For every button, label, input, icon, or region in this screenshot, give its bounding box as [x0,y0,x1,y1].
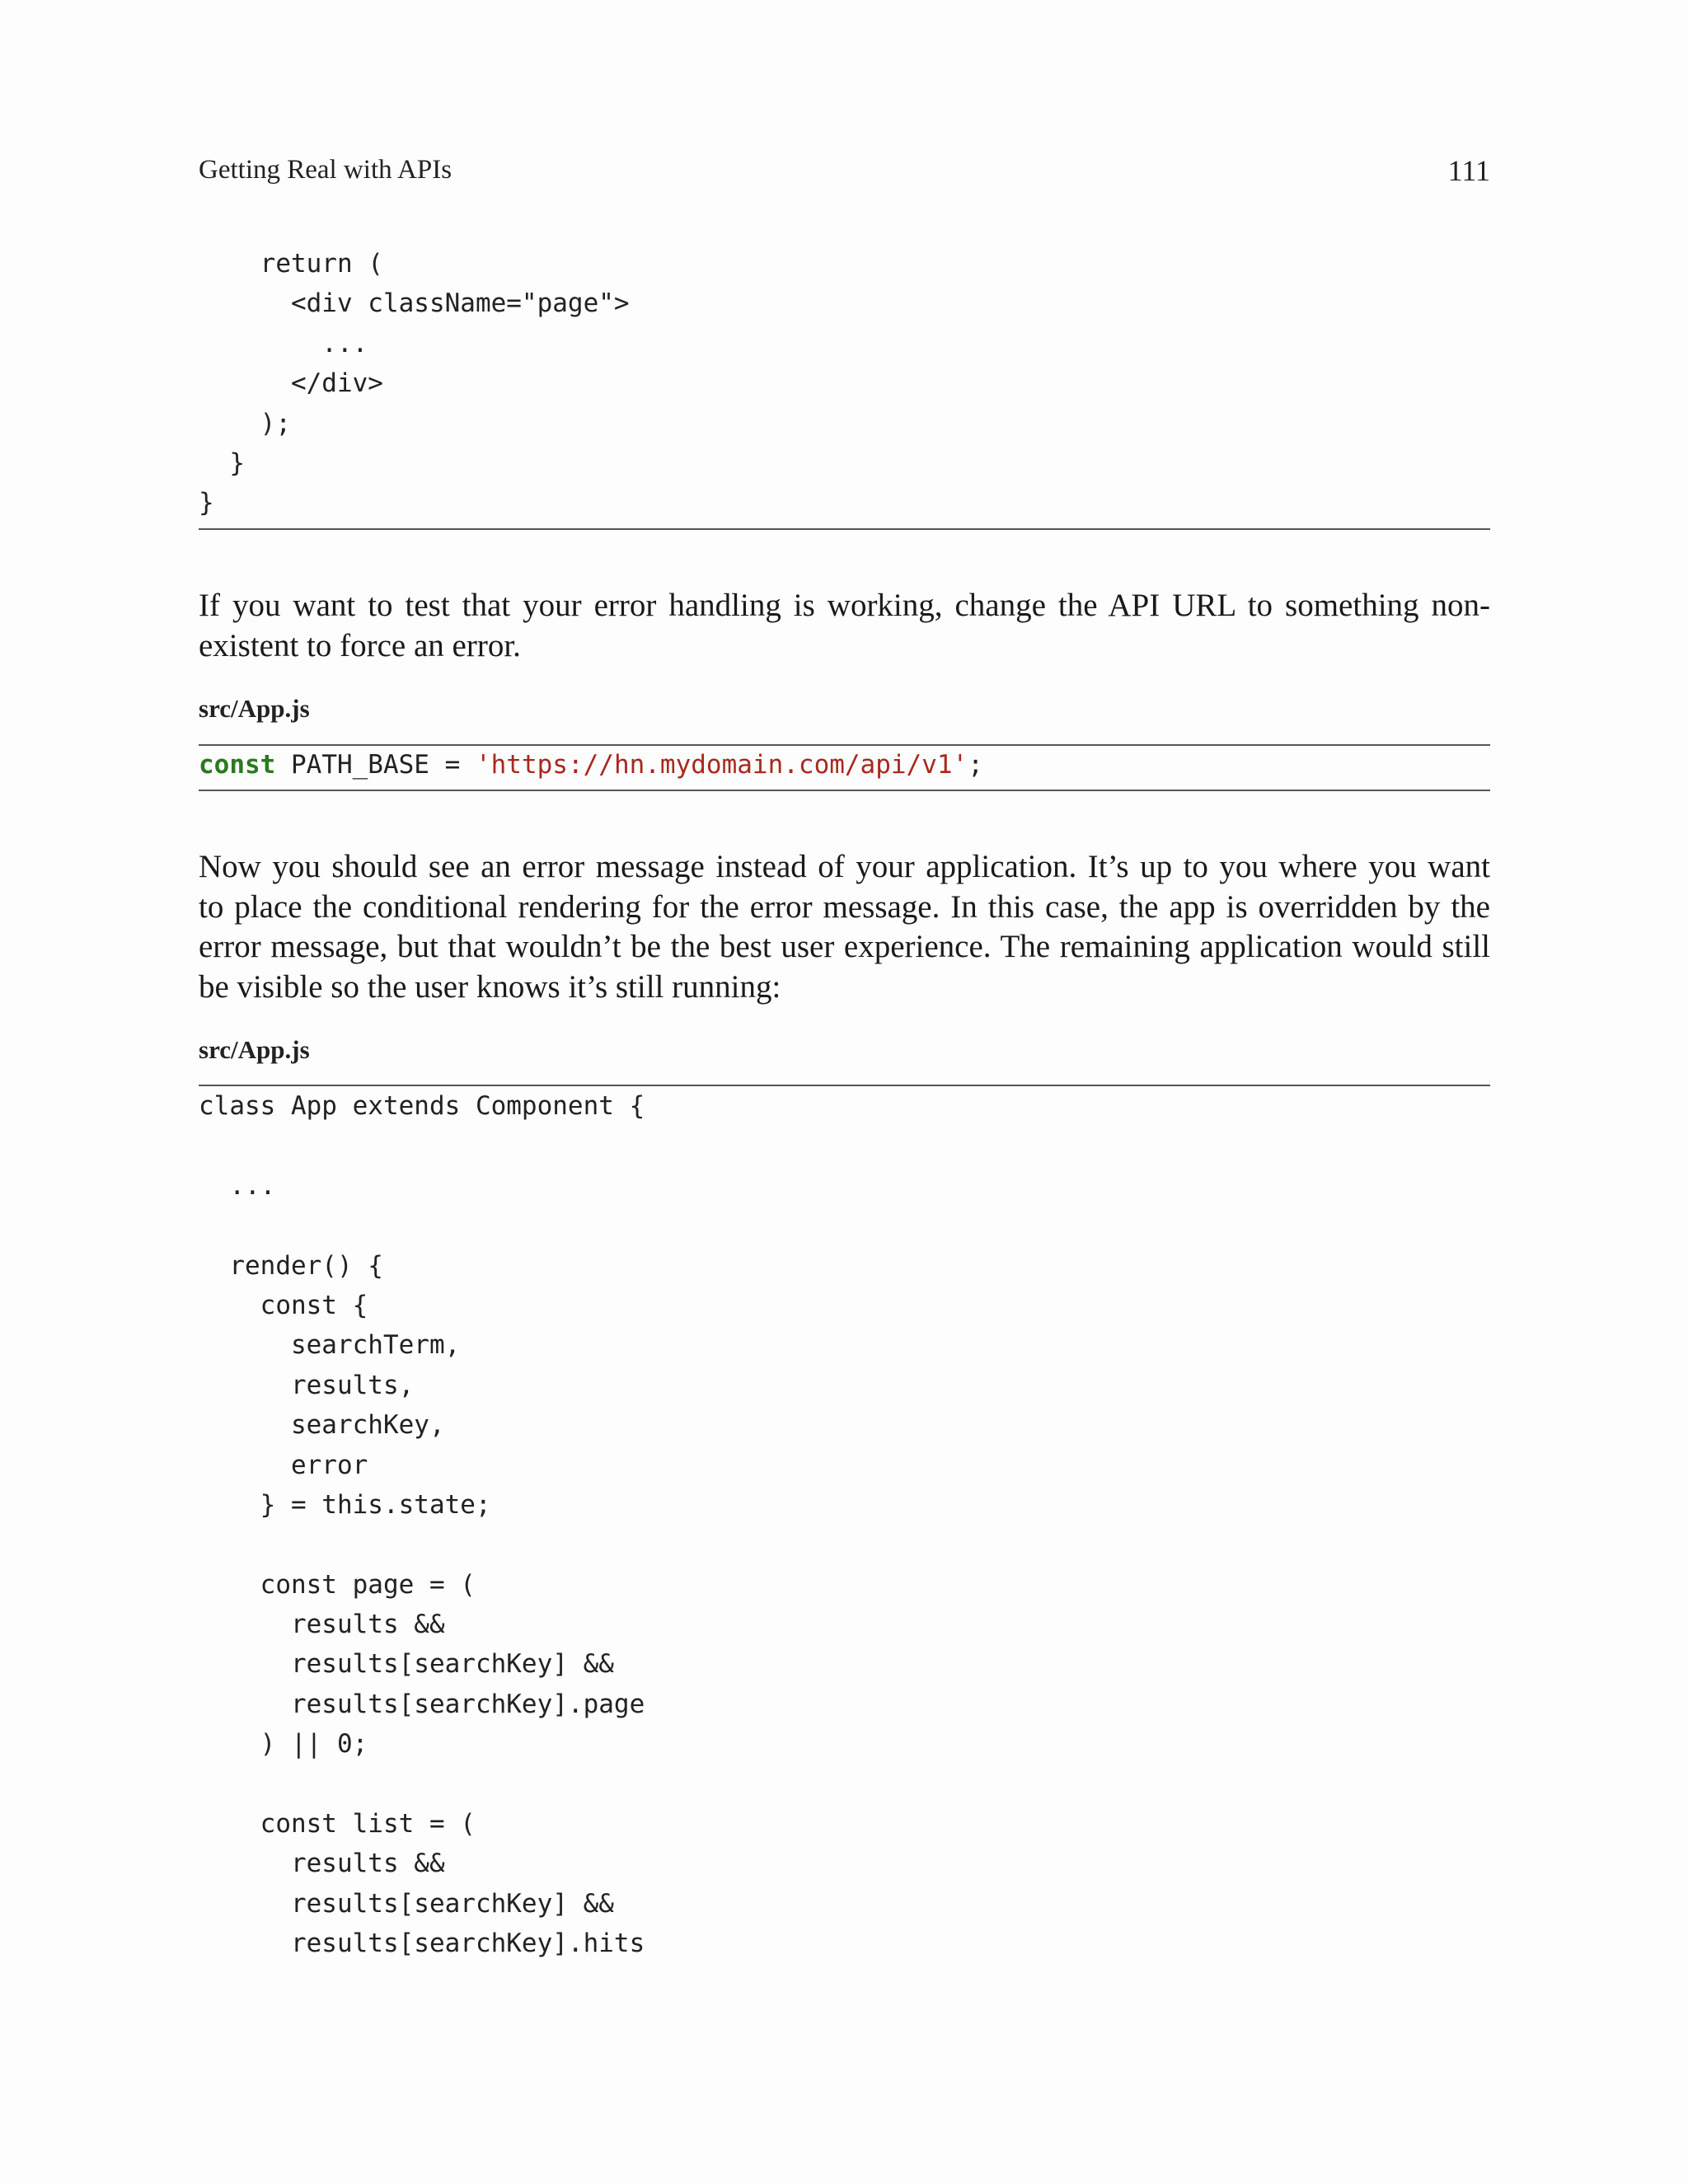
code-line: error [199,1450,368,1480]
code-listing [199,745,983,785]
code-line [199,1126,645,1165]
listing-caption: src/App.js [199,1035,310,1064]
paragraph [199,847,1490,1007]
code-keyword: const [199,750,276,780]
code-line: } = this.state; [199,1489,491,1520]
code-string: 'https://hn.mydomain.com/api/v1' [475,750,968,780]
code-line: render() { [199,1250,383,1281]
code-line: results[searchKey].hits [199,1929,645,1959]
code-line: ... [199,1170,276,1201]
paragraph [199,586,1490,666]
code-line: class App extends Component { [199,1091,645,1121]
code-line: const { [199,1290,368,1320]
code-line: results, [199,1370,415,1400]
code-line: const list = ( [199,1809,476,1840]
paragraph-line: be visible so the user knows it’s still running: [199,968,781,1005]
code-block-bottom-rule [199,528,1490,530]
code-line: searchKey, [199,1410,445,1441]
page-number: 111 [1447,154,1490,187]
code-punctuation: ; [968,750,983,780]
paragraph-line: error message, but that wouldn’t be the best user experience. The remaining application would still [199,929,1490,964]
paragraph-line: Now you should see an error message instead of your application. It’s up to you where you want [199,849,1490,884]
code-line: ) || 0; [199,1729,368,1760]
running-header: Getting Real with APIs [199,155,452,185]
code-line: searchTerm, [199,1330,461,1361]
code-line: <div className="page"> [199,288,630,319]
code-line: ... [199,328,368,359]
paragraph-line: If you want to test that your error handling is working, change the API URL to something non- [199,588,1490,623]
code-line [199,1765,645,1804]
code-line: results[searchKey] && [199,1649,614,1680]
code-line: return ( [199,249,383,279]
listing-caption: src/App.js [199,694,310,723]
code-line: const page = ( [199,1569,476,1600]
code-line: } [199,448,245,478]
code-identifier: PATH_BASE = [275,750,476,780]
code-listing [199,1086,645,1964]
code-line [199,1206,645,1245]
code-line: ); [199,408,291,438]
code-line: results[searchKey].page [199,1689,645,1719]
code-line [199,1525,645,1564]
listing-bottom-rule [199,790,1490,791]
code-line: results && [199,1610,445,1640]
code-line: results && [199,1849,445,1879]
code-block-continued [199,244,630,523]
code-line: } [199,488,214,518]
code-line: </div> [199,368,383,399]
code-line: results[searchKey] && [199,1888,614,1919]
code-line [199,745,983,785]
paragraph-line: existent to force an error. [199,627,521,663]
paragraph-line: to place the conditional rendering for the error message. In this case, the app is overridden by the [199,888,1490,925]
